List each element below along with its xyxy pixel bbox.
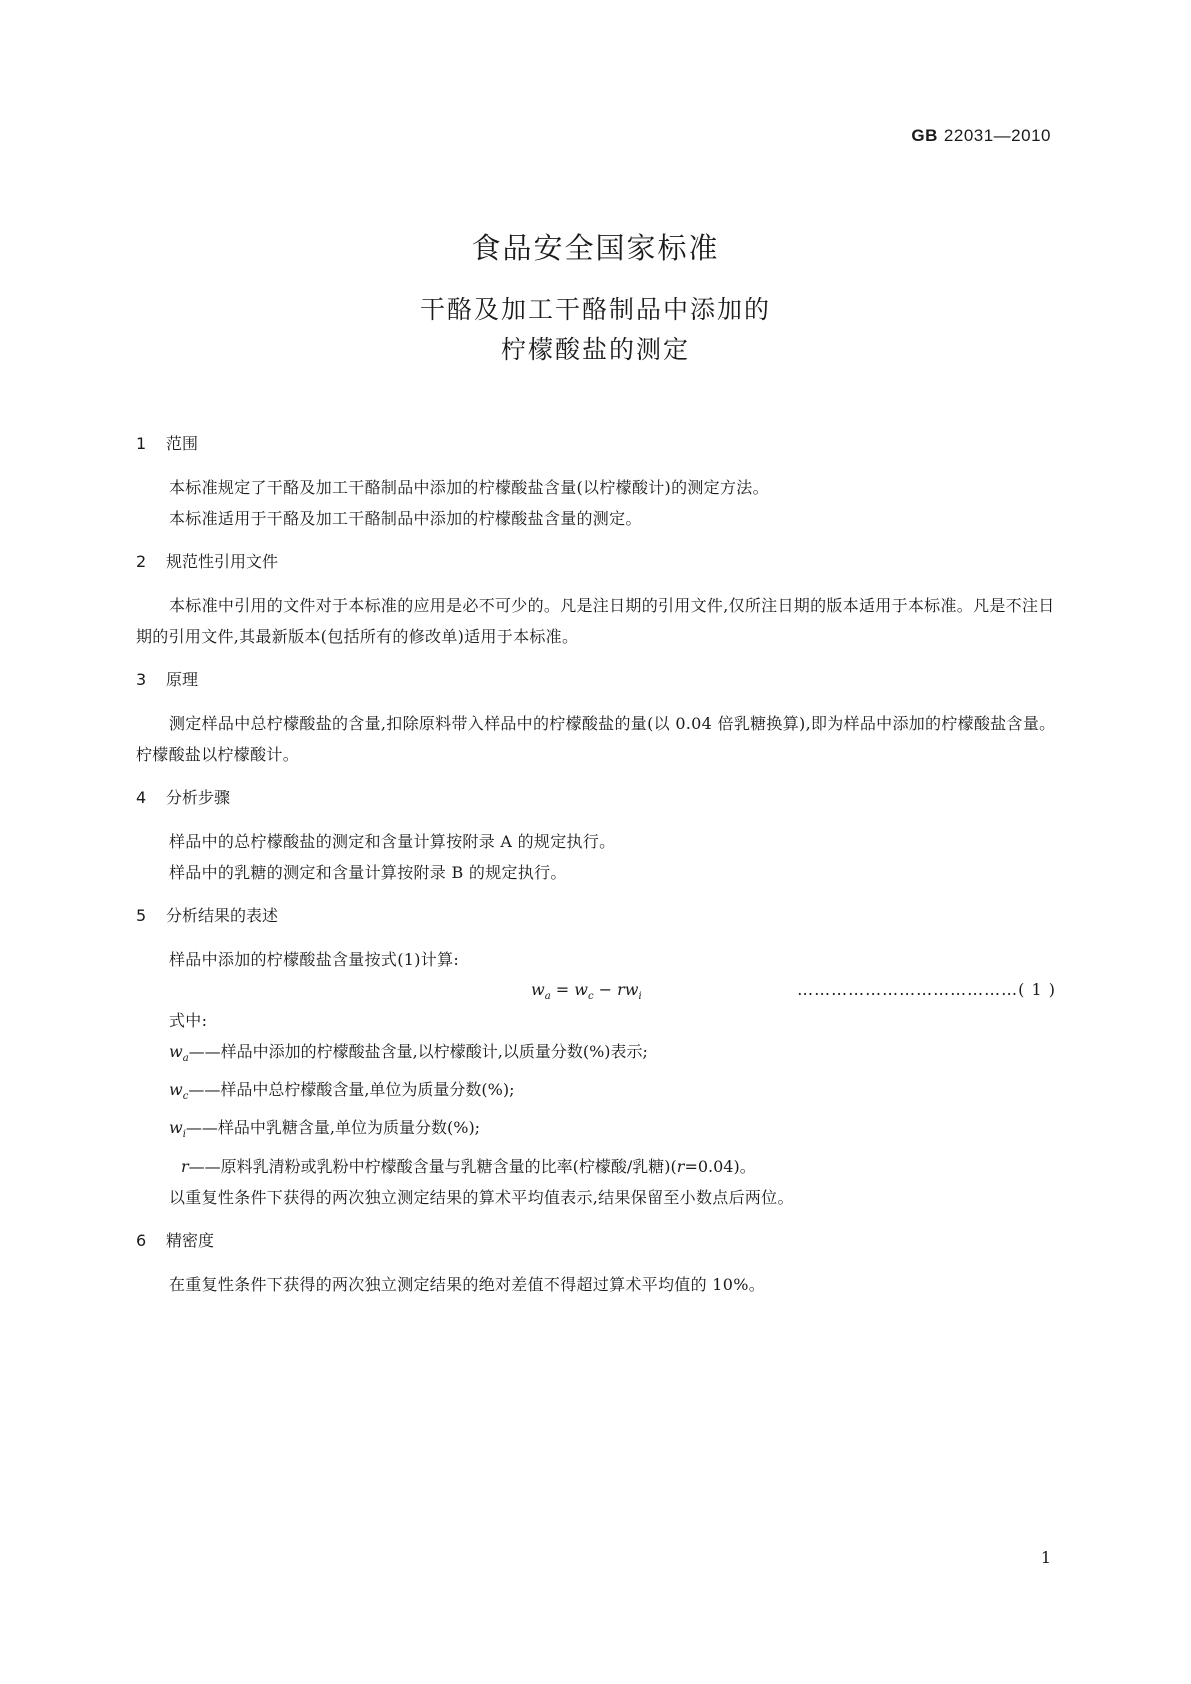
paragraph: 样品中的乳糖的测定和含量计算按附录 B 的规定执行。 [169,863,567,882]
formula-number: …………………………………( 1 ) [797,980,1056,999]
section-title: 精密度 [166,1230,215,1250]
section-title: 范围 [166,434,199,453]
paragraph: 本标准中引用的文件对于本标准的应用是必不可少的。凡是注日期的引用文件,仅所注日期的版本适用于本标准。凡是不注日期的引用文件,其最新版本(包括所有的修改单)适用于本标准。 [136,596,1055,646]
section-heading [136,432,1056,456]
variable-r: r——原料乳清粉或乳粉中柠檬酸含量与乳糖含量的比率(柠檬酸/乳糖)(r=0.04)。 [181,1156,756,1176]
section-title: 分析结果的表述 [166,906,279,925]
section-number: 5 [136,906,147,925]
section-heading [136,668,1056,692]
standard-code [911,126,1051,146]
title-block [0,228,1191,370]
standard-number: 22031—2010 [943,126,1051,145]
paragraph: 样品中添加的柠檬酸盐含量按式(1)计算: [169,950,460,969]
document-body [136,432,1056,1316]
section-number: 3 [136,670,147,689]
paragraph: 样品中的总柠檬酸盐的测定和含量计算按附录 A 的规定执行。 [169,832,616,851]
where-label: 式中: [169,1011,208,1030]
paragraph: 以重复性条件下获得的两次独立测定结果的算术平均值表示,结果保留至小数点后两位。 [169,1187,794,1207]
section-number: 4 [136,788,147,807]
section-precision [136,1229,1056,1300]
section-number: 6 [136,1230,147,1250]
section-title: 规范性引用文件 [166,552,279,571]
section-title: 分析步骤 [166,788,231,807]
variable-wi: $w_i——$样品中乳糖含量,单位为质量分数(%); [169,1118,481,1141]
formula-expression: $w_a = w_c - rw_i$ [531,980,642,1003]
title-main: 食品安全国家标准 [471,231,720,265]
section-heading [136,550,1056,574]
paragraph: 测定样品中总柠檬酸盐的含量,扣除原料带入样品中的柠檬酸盐的量(以 0.04 倍乳糖换算),即为样品中添加的柠檬酸盐含量。柠檬酸盐以柠檬酸计。 [136,714,1056,764]
paragraph: 本标准规定了干酪及加工干酪制品中添加的柠檬酸盐含量(以柠檬酸计)的测定方法。 [169,478,769,497]
section-normative-references [136,550,1056,652]
paragraph: 本标准适用于干酪及加工干酪制品中添加的柠檬酸盐含量的测定。 [169,509,642,528]
paragraph: 在重复性条件下获得的两次独立测定结果的绝对差值不得超过算术平均值的 10%。 [169,1274,766,1294]
section-scope [136,432,1056,534]
formula-1 [136,975,1056,1005]
variable-wa: $w_a——$样品中添加的柠檬酸盐含量,以柠檬酸计,以质量分数(%)表示; [169,1042,648,1065]
title-sub-line1: 干酪及加工干酪制品中添加的 [419,295,771,324]
section-principle [136,668,1056,770]
section-heading [136,1229,1056,1253]
page-number: 1 [1040,1548,1051,1567]
section-result-expression [136,904,1056,1213]
section-analysis-steps [136,786,1056,888]
title-sub-line2: 柠檬酸盐的测定 [500,335,690,364]
section-number: 1 [136,434,147,453]
standard-prefix: GB [911,126,938,145]
section-heading [136,904,1056,928]
section-title: 原理 [166,670,199,689]
variable-wc: $w_c——$样品中总柠檬酸含量,单位为质量分数(%); [169,1080,515,1103]
section-number: 2 [136,552,147,571]
section-heading [136,786,1056,810]
